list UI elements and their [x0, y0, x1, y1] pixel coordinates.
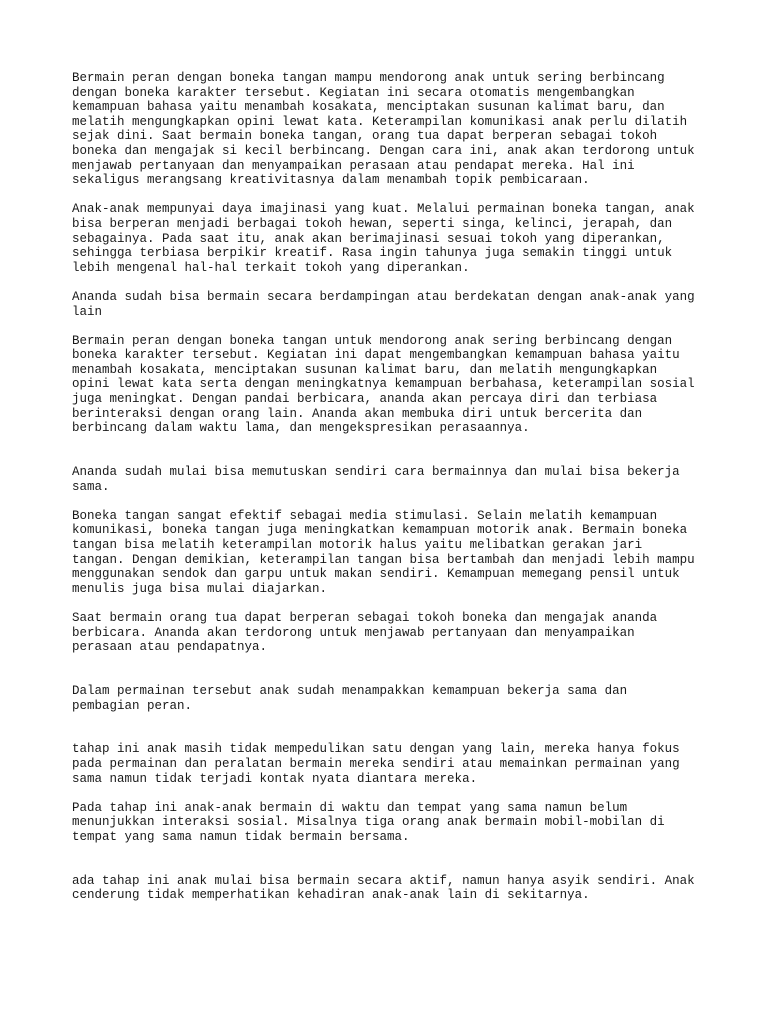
document-page	[72, 71, 712, 903]
paragraph-spacer	[72, 844, 712, 873]
paragraph-spacer	[72, 319, 712, 334]
paragraph-spacer	[72, 494, 712, 509]
paragraph-6: Boneka tangan sangat efektif sebagai media stimulasi. Selain melatih kemampuan komunikasi, boneka tangan juga meningkatkan kemampuan motorik anak. Bermain boneka tangan bisa melatih keterampilan motorik halus yaitu melibatkan gerakan jari tangan. Dengan demikian, keterampilan tangan bisa bertambah dan menjadi lebih mampu menggunakan sendok dan garpu untuk makan sendiri. Kemampuan memegang pensil untuk menulis juga bisa mulai diajarkan.	[72, 508, 695, 596]
paragraph-7: Saat bermain orang tua dapat berperan sebagai tokoh boneka dan mengajak ananda berbicara. Ananda akan terdorong untuk menjawab pertanyaan dan menyampaikan perasaan atau pendapatnya.	[72, 610, 658, 655]
paragraph-4: Bermain peran dengan boneka tangan untuk mendorong anak sering berbincang dengan boneka karakter tersebut. Kegiatan ini dapat mengembangkan kemampuan bahasa yaitu menambah kosakata, menciptakan susunan kalimat baru, dan melatih mengungkapkan opini lewat kata serta dengan meningkatnya kemampuan berbahasa, keterampilan sosial juga meningkat. Dengan pandai berbicara, ananda akan percaya diri dan terbiasa berinteraksi dengan orang lain. Ananda akan membuka diri untuk bercerita dan berbincang dalam waktu lama, dan mengekspresikan perasaannya.	[72, 333, 695, 436]
paragraph-8: Dalam permainan tersebut anak sudah menampakkan kemampuan bekerja sama dan pembagian peran.	[72, 683, 628, 713]
paragraph-spacer	[72, 786, 712, 801]
paragraph-10: Pada tahap ini anak-anak bermain di waktu dan tempat yang sama namun belum menunjukkan interaksi sosial. Misalnya tiga orang anak bermain mobil-mobilan di tempat yang sama namun tidak bermain bersama.	[72, 800, 665, 844]
paragraph-1: Bermain peran dengan boneka tangan mampu mendorong anak untuk sering berbincang dengan boneka karakter tersebut. Kegiatan ini secara otomatis mengembangkan kemampuan bahasa yaitu menambah kosakata, menciptakan susunan kalimat baru, dan melatih mengungkapkan opini lewat kata. Keterampilan komunikasi anak perlu dilatih sejak dini. Saat bermain boneka tangan, orang tua dapat berperan sebagai tokoh boneka dan mengajak si kecil berbincang. Dengan cara ini, anak akan terdorong untuk menjawab pertanyaan dan menyampaikan perasaan atau pendapat mereka. Hal ini sekaligus merangsang kreativitasnya dalam menambah topik pembicaraan.	[72, 71, 695, 188]
paragraph-spacer	[72, 188, 712, 203]
paragraph-5: Ananda sudah mulai bisa memutuskan sendiri cara bermainnya dan mulai bisa bekerja sama.	[72, 465, 680, 494]
paragraph-spacer	[72, 275, 712, 290]
paragraph-spacer	[72, 596, 712, 611]
paragraph-spacer	[72, 713, 712, 742]
paragraph-11: ada tahap ini anak mulai bisa bermain secara aktif, namun hanya asyik sendiri. Anak cenderung tidak memperhatikan kehadiran anak-anak lain di sekitarnya.	[72, 873, 695, 903]
paragraph-3: Ananda sudah bisa bermain secara berdampingan atau berdekatan dengan anak-anak yang lain	[72, 289, 695, 319]
paragraph-9: tahap ini anak masih tidak mempedulikan satu dengan yang lain, mereka hanya fokus pada permainan dan peralatan bermain mereka sendiri atau memainkan permainan yang sama namun tidak terjadi kontak nyata diantara mereka.	[72, 742, 680, 786]
paragraph-spacer	[72, 655, 712, 684]
paragraph-spacer	[72, 436, 712, 465]
paragraph-2: Anak-anak mempunyai daya imajinasi yang kuat. Melalui permainan boneka tangan, anak bisa berperan menjadi berbagai tokoh hewan, seperti singa, kelinci, jerapah, dan sebagainya. Pada saat itu, anak akan berimajinasi sesuai tokoh yang diperankan, sehingga terbiasa berpikir kreatif. Rasa ingin tahunya juga semakin tinggi untuk lebih mengenal hal-hal terkait tokoh yang diperankan.	[72, 202, 695, 275]
